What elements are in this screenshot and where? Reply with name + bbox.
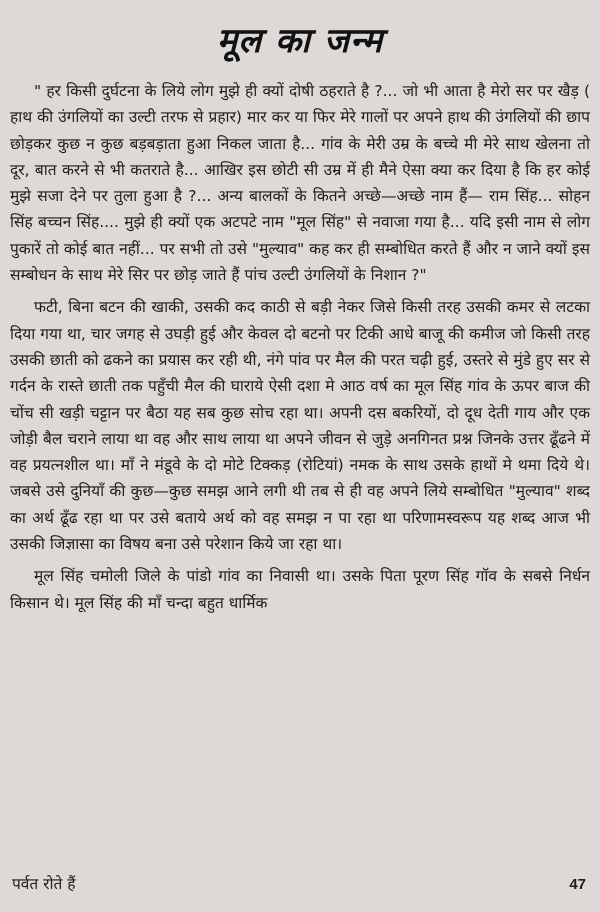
chapter-title: मूल का जन्म [216,21,384,61]
page-footer [12,872,586,894]
paragraph-3: मूल सिंह चमोली जिले के पांडो गांव का निवासी था। उसके पिता पूरण सिंह गॉव के सबसे निर्धन किसान थे। मूल सिंह की माँ चन्दा बहुत धार्मिक [10,567,590,612]
page-number: 47 [569,876,586,893]
paragraph-2: फटी, बिना बटन की खाकी, उसकी कद काठी से बड़ी नेकर जिसे किसी तरह उसकी कमर से लटका दिया गया था, चार जगह से उघड़ी हुई और केवल दो बटनो पर टिकी आधे बाजू की कमीज जो किसी तरह उसकी छाती को ढकने का प्रयास कर रही थी, नंगे पांव पर मैल की परत चढ़ी हुई, उस्तरे से मुंडे हुए सर से गर्दन के रास्ते छाती तक पहुँची मैल की घाराये ऐसी दशा मे आठ वर्ष का मूल सिंह गांव के ऊपर बाज की चोंच सी खड़ी चट्टान पर बैठा यह सब कुछ सोच रहा था। अपनी दस बकरियों, दो दूध देती गाय और एक जोड़ी बैल चराने लाया था वह और साथ लाया था अपने जीवन से जुड़े अनगिनत प्रश्न जिनके उत्तर ढूँढने में वह प्रयत्नशील था। माँ ने मंडूवे के दो मोटे टिक्कड़ (रोटियां) नमक के साथ उसके हाथों मे थमा दिये थे। जबसे उसे दुनियाँ की कुछ—कुछ समझ आने लगी थी तब से ही वह अपने लिये सम्बोधित "मुल्याव" शब्द का अर्थ ढूँढ रहा था पर उसे बताये अर्थ को वह समझ न पा रहा था परिणामस्वरूप यह शब्द आज भी उसकी जिज्ञासा का विषय बना उसे परेशान किये जा रहा था। [10,298,590,554]
paragraph-1: " हर किसी दुर्घटना के लिये लोग मुझे ही क्यों दोषी ठहराते है ?... जो भी आता है मेरो सर पर खैड़ ( हाथ की उंगलियों का उल्टी तरफ से प्रहार) मार कर या फिर मेरे गालों पर अपने हाथ की उंगलियों की छाप छोड़कर कुछ न कुछ बड़बड़ाता हुआ निकल जाता है... गांव के मेरी उम्र के बच्चे मी मेरे साथ खेलना तो दूर, बात करने से भी कतराते है... आखिर इस छोटी सी उम्र में ही मैने ऐसा क्या कर दिया है कि हर कोई मुझे सजा देने पर तुला हुआ है ?... अन्य बालकों के कितने अच्छे—अच्छे नाम हैं— राम सिंह... सोहन सिंह बच्चन सिंह.... मुझे ही क्यों एक अटपटे नाम "मूल सिंह" से नवाजा गया है... यदि इसी नाम से लोग पुकारें तो कोई बात नहीं... पर सभी तो उसे "मुल्याव" कह कर ही सम्बोधित करते हैं और न जाने क्यों इस सम्बोधन के साथ मेरे सिर पर छोड़ जाते हैं पांच उल्टी उंगलियों के निशान ?" [10,82,590,285]
book-title: पर्वत रोते हैं [12,875,76,893]
